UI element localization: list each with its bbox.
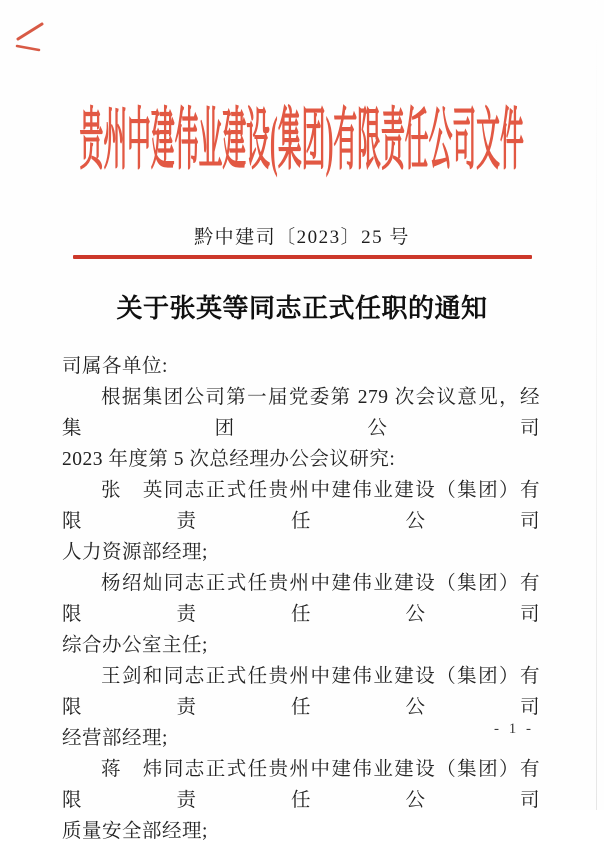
body-line: 2023 年度第 5 次总经理办公会议研究: <box>62 449 396 470</box>
body-line: 蒋 炜同志正式任贵州中建伟业建设（集团）有限责任公司 <box>62 759 540 811</box>
body-line-salutation: 司属各单位: <box>62 356 168 377</box>
body-line: 张 英同志正式任贵州中建伟业建设（集团）有限责任公司 <box>62 480 540 532</box>
org-header <box>0 92 604 176</box>
body-line: 经营部经理; <box>62 728 168 749</box>
doc-title: 关于张英等同志正式任职的通知 <box>116 294 488 323</box>
page-number: - 1 - <box>494 721 534 737</box>
body-line: 质量安全部经理; <box>62 821 208 842</box>
body-line: 人力资源部经理; <box>62 542 208 563</box>
body-line: 杨绍灿同志正式任贵州中建伟业建设（集团）有限责任公司 <box>62 573 540 625</box>
body-line: 根据集团公司第一届党委第 279 次会议意见，经集团公司 <box>62 387 540 439</box>
org-header-title: 贵州中建伟业建设(集团)有限责任公司文件 <box>79 101 525 178</box>
stray-pen-mark-icon <box>8 22 48 61</box>
doc-number: 黔中建司〔2023〕25 号 <box>194 227 410 248</box>
document-body <box>62 351 540 847</box>
body-line: 王剑和同志正式任贵州中建伟业建设（集团）有限责任公司 <box>62 666 540 718</box>
red-divider <box>73 255 532 259</box>
body-line: 综合办公室主任; <box>62 635 208 656</box>
